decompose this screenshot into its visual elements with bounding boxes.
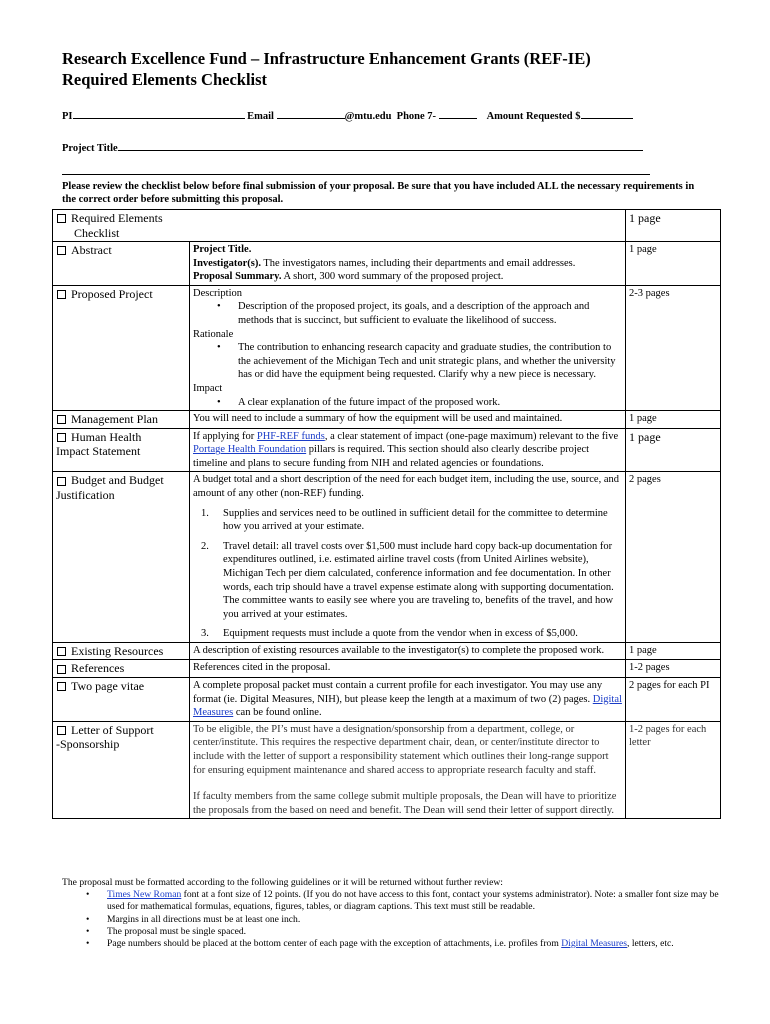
title-line-1: Research Excellence Fund – Infrastructure Enhancement Grants (REF-IE) (62, 49, 591, 68)
project-title-label: Project Title (62, 143, 118, 154)
formatting-guidelines (62, 877, 722, 950)
proposed-project-description: Description • Description of the proposed project, its goals, and a description of the approach and methods that is succinct, but sufficient to evaluate the likelihood of success. Rationale • The contribution to enhancing research capacity and graduate studies, the contribution to the achievement of the Michigan Tech and unit strategic plans, and whether the university has or did have the equipment being requested. Clarify why a new piece is necessary. Impact • A clear explanation of the future impact of the proposed work. (190, 285, 626, 410)
checkbox[interactable] (57, 665, 66, 674)
project-title-line (62, 139, 643, 156)
title-line-2: Required Elements Checklist (62, 70, 268, 89)
list-item: • Times New Roman font at a font size of 12 points. (If you do not have access to this font, contact your systems administrator). Note: a smaller font size may be used for mathematical formulas, equations, figures, tables, or diagram captions. This text must still be readable. (62, 889, 722, 913)
abstract-description: Project Title. Investigator(s). The investigators names, including their departments and email addresses. Proposal Summary. A short, 300 word summary of the proposed project. (190, 242, 626, 286)
letter-of-support-description: To be eligible, the PI’s must have a designation/sponsorship from a department, college, or center/institute. This requires the respective department chair, dean, or center/institute director to include with the letter of support a responsibility statement which outlines their long-range support for ensuring equipment maintenance and shared access to appropriate research faculty and staff. If faculty members from the same college submit multiple proposals, the Dean will have to prioritize the proposals from the based on need and benefit. The Dean will send their letter of support directly. (190, 721, 626, 819)
table-row (53, 210, 721, 242)
row-label-human-health: Human Health Impact Statement (53, 428, 190, 472)
row-label-proposed-project: Proposed Project (53, 285, 190, 410)
checkbox[interactable] (57, 290, 66, 299)
table-row (53, 472, 721, 643)
review-notice: Please review the checklist below before final submission of your proposal. Be sure that you have included ALL the necessary requirements in the correct order before submitting this proposal. (62, 181, 695, 205)
pi-info-line (62, 107, 633, 124)
page-limit: 1 page (626, 428, 721, 472)
page-limit: 2-3 pages (626, 285, 721, 410)
document-title (62, 48, 591, 90)
checkbox[interactable] (57, 647, 66, 656)
table-row (53, 721, 721, 819)
table-row (53, 242, 721, 286)
page-limit: 1 page (626, 411, 721, 429)
project-title-continuation-line[interactable] (62, 174, 650, 175)
page-limit: 1-2 pages (626, 660, 721, 678)
times-new-roman-link[interactable]: Times New Roman (107, 889, 182, 901)
project-title-field[interactable] (118, 139, 643, 151)
budget-description: A budget total and a short description of the need for each budget item, including the use, source, and amount of any other (non-REF) funding. 1. Supplies and services need to be outlined in sufficient detail for the committee to determine how you arrived at your estimate. 2. Travel detail: all travel costs over $1,500 must include hard copy back-up documentation for expenditures outlined, i.e. estimated airline travel costs (from United Airlines website), Michigan Tech per diem calculated, conference information and fee documentation. In other words, each trip should have a travel expense estimate along with supporting documentation. The committee wants to easily see where you are traveling to, benefits of the travel, and how you arrived at your estimates. 3. Equipment requests must include a quote from the vendor when in excess of $5,000. (190, 472, 626, 643)
checkbox[interactable] (57, 682, 66, 691)
row-label-abstract: Abstract (53, 242, 190, 286)
list-item: • The proposal must be single spaced. (62, 926, 722, 938)
page-limit: 1 page (626, 642, 721, 660)
table-row (53, 642, 721, 660)
portage-health-foundation-link[interactable]: Portage Health Foundation (193, 444, 307, 456)
guidelines-list (62, 889, 722, 950)
page-limit: 1 page (626, 242, 721, 286)
checkbox[interactable] (57, 726, 66, 735)
list-item: • Margins in all directions must be at least one inch. (62, 914, 722, 926)
amount-field[interactable] (581, 107, 633, 119)
human-health-description: If applying for PHF-REF funds, a clear statement of impact (one-page maximum) relevant to the five Portage Health Foundation pillars is required. This section should also clearly describe project timeline and plans to secure funding from NIH and related agencies or foundations. (190, 428, 626, 472)
checkbox[interactable] (57, 433, 66, 442)
page-limit: 2 pages (626, 472, 721, 643)
phone-label: Phone 7- (396, 111, 437, 122)
row-label-checklist: Required Elements Checklist (53, 210, 626, 242)
phone-field[interactable] (439, 107, 477, 119)
table-row (53, 677, 721, 721)
table-row (53, 660, 721, 678)
table-row (53, 285, 721, 410)
vitae-description: A complete proposal packet must contain a current profile for each investigator. You may use any format (ie. Digital Measures, NIH), but please keep the length at a maximum of two (2) pages. Digital Measures can be found online. (190, 677, 626, 721)
pi-label: PI (62, 111, 73, 122)
amount-label: Amount Requested $ (486, 111, 581, 122)
checkbox[interactable] (57, 415, 66, 424)
references-description: References cited in the proposal. (190, 660, 626, 678)
management-plan-description: You will need to include a summary of how the equipment will be used and maintained. (190, 411, 626, 429)
checkbox[interactable] (57, 246, 66, 255)
pi-field[interactable] (73, 107, 245, 119)
email-label: Email (247, 111, 274, 122)
row-label-budget: Budget and Budget Justification (53, 472, 190, 643)
checklist-table (52, 209, 721, 819)
email-domain: @mtu.edu (344, 111, 392, 122)
page-limit: 1 page (626, 210, 721, 242)
row-label-management-plan: Management Plan (53, 411, 190, 429)
existing-resources-description: A description of existing resources available to the investigator(s) to complete the proposed work. (190, 642, 626, 660)
digital-measures-footer-link[interactable]: Digital Measures (561, 938, 628, 950)
email-field[interactable] (277, 107, 345, 119)
list-item: • Page numbers should be placed at the bottom center of each page with the exception of attachments, i.e. profiles from Digital Measures, letters, etc. (62, 938, 722, 950)
table-row (53, 428, 721, 472)
page-limit: 2 pages for each PI (626, 677, 721, 721)
checkbox[interactable] (57, 477, 66, 486)
checkbox[interactable] (57, 214, 66, 223)
page-limit: 1-2 pages for each letter (626, 721, 721, 819)
phf-ref-funds-link[interactable]: PHF-REF funds (256, 430, 325, 442)
row-label-vitae: Two page vitae (53, 677, 190, 721)
row-label-letter-of-support: Letter of Support -Sponsorship (53, 721, 190, 819)
row-label-existing-resources: Existing Resources (53, 642, 190, 660)
digital-measures-link[interactable]: Digital Measures (193, 693, 622, 719)
table-row (53, 411, 721, 429)
row-label-references: References (53, 660, 190, 678)
guidelines-intro: The proposal must be formatted according to the following guidelines or it will be returned without further review: (62, 877, 503, 888)
